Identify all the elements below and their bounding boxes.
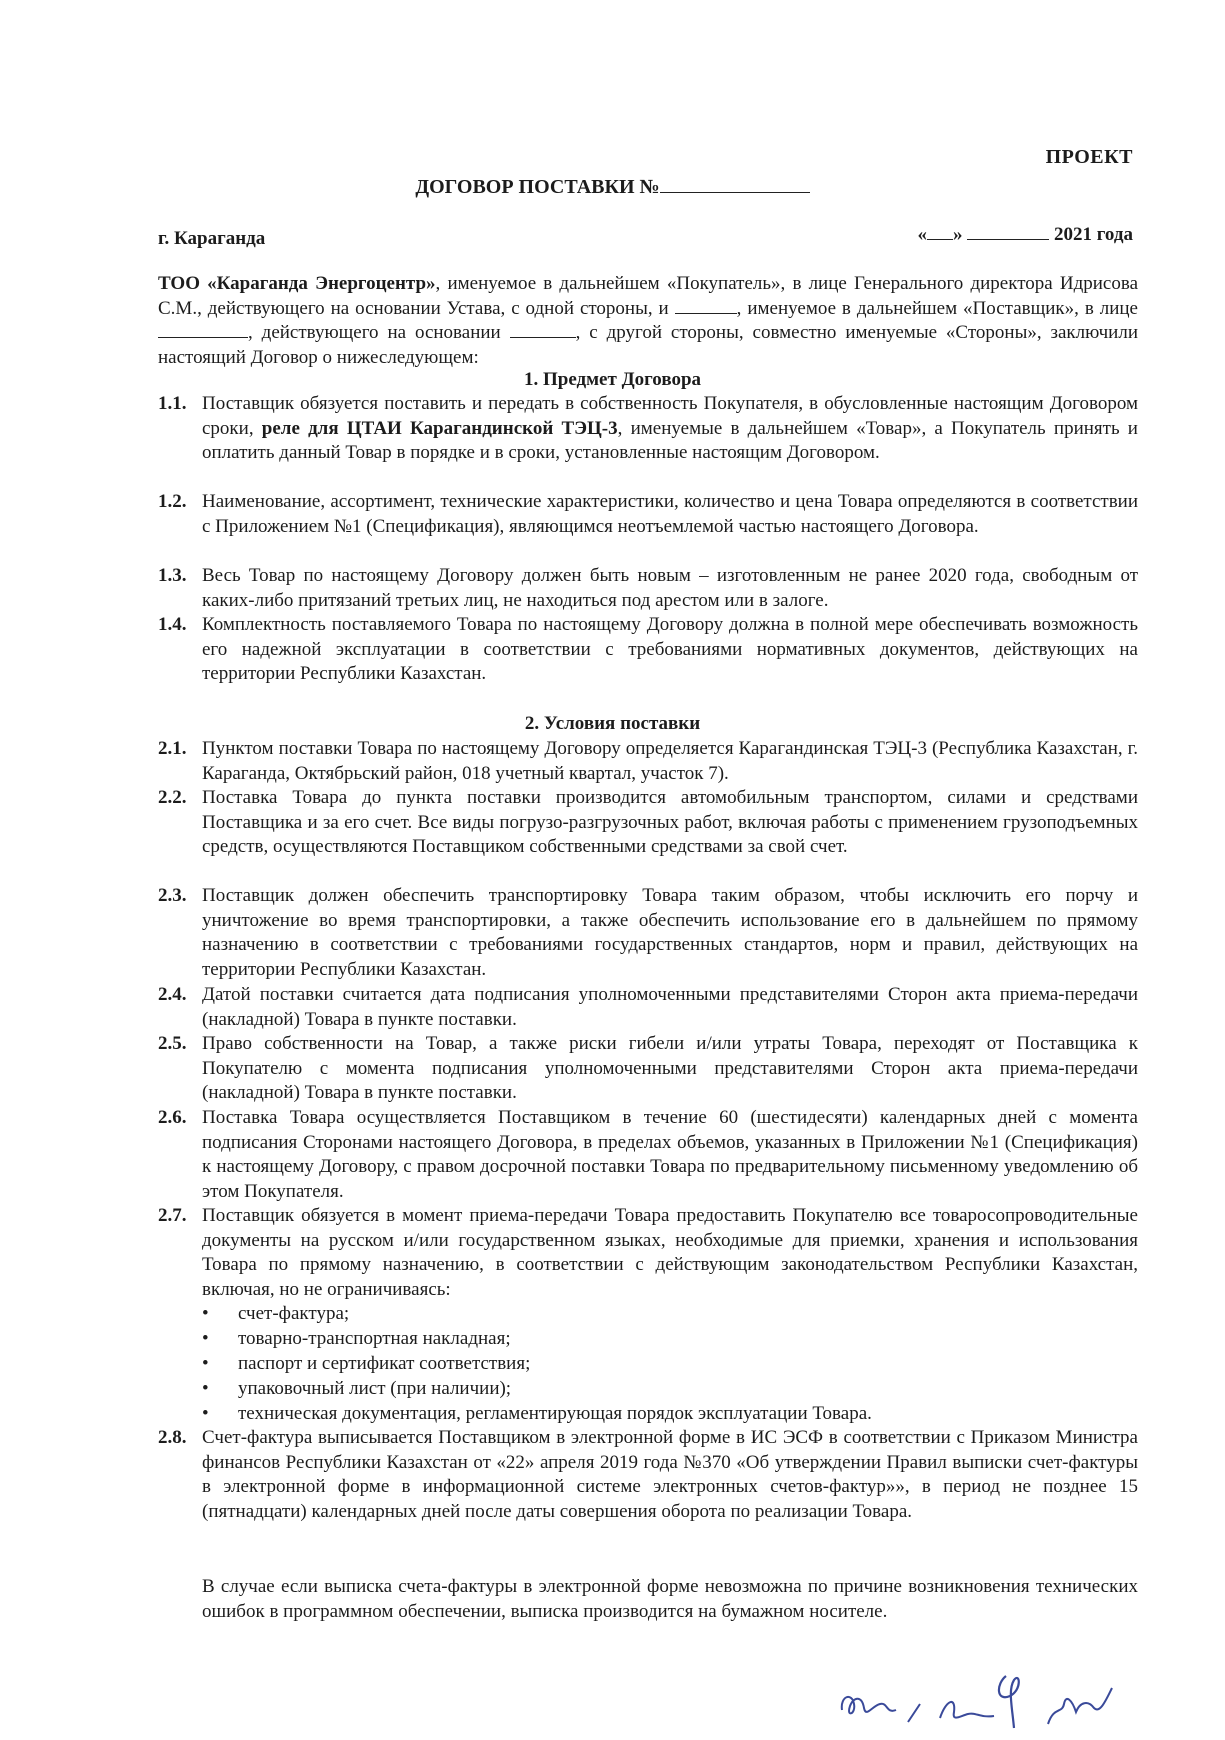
clause-2-2	[158, 786, 1138, 860]
clause-text: Весь Товар по настоящему Договору должен быть новым – изготовленным не ранее 2020 года, свободным от каких-либо притязаний третьих лиц, не находиться под арестом или в залоге.	[202, 565, 1138, 611]
date-quote-open: «	[917, 224, 928, 245]
month-blank	[967, 225, 1049, 240]
list-item	[202, 1302, 349, 1326]
contract-number-blank	[660, 176, 810, 193]
date-year: 2021 года	[1054, 224, 1133, 245]
clause-number: 1.4.	[158, 614, 187, 635]
list-item	[202, 1402, 872, 1426]
buyer-company: ТОО «Караганда Энергоцентр»	[158, 273, 436, 294]
supplier-basis-blank	[510, 323, 576, 338]
clause-2-8-continuation: В случае если выписка счета-фактуры в электронной форме невозможна по причине возникновения технических ошибок в программном обеспечении, выписка производится на бумажном носителе.	[202, 1576, 1138, 1622]
clause-text: Датой поставки считается дата подписания уполномоченными представителями Сторон акта приема-передачи (накладной) Товара в пункте поставки.	[202, 984, 1138, 1030]
list-item	[202, 1377, 511, 1401]
supplier-name-blank	[675, 299, 737, 314]
clause-number: 1.1.	[158, 393, 187, 414]
clause-text: , именуемые в дальнейшем «Товар», а Покупатель принять и оплатить данный Товар в порядке и в сроки, установленные настоящим Договором.	[202, 417, 1138, 463]
clause-number: 2.8.	[158, 1427, 187, 1448]
clause-number: 2.7.	[158, 1205, 187, 1226]
clause-1-4	[158, 613, 1138, 687]
intro-paragraph	[158, 272, 1138, 370]
bullet-icon: •	[202, 1328, 209, 1349]
clause-text: Пунктом поставки Товара по настоящему Договору определяется Карагандинская ТЭЦ-3 (Республика Казахстан, г. Караганда, Октябрьский район, 018 учетный квартал, участок 7).	[202, 738, 1138, 784]
clause-2-4	[158, 983, 1138, 1032]
clause-number: 2.3.	[158, 885, 187, 906]
clause-text: Комплектность поставляемого Товара по настоящему Договору должна в полной мере обеспечивать возможность его надежной эксплуатации в соответствии с требованиями нормативных документов, действующих на территории Республики Казахстан.	[202, 614, 1138, 684]
title-text: ДОГОВОР ПОСТАВКИ №	[415, 176, 660, 198]
clause-text: Право собственности на Товар, а также риски гибели и/или утраты Товара, переходят от Поставщика к Покупателю с момента подписания уполномоченными представителями Сторон акта приема-передачи (накладной) Товара в пункте поставки.	[202, 1033, 1138, 1103]
clause-text: Наименование, ассортимент, технические характеристики, количество и цена Товара определяются в соответствии с Приложением №1 (Спецификация), являющимся неотъемлемой частью настоящего Договора.	[202, 491, 1138, 537]
intro-part-1: , именуемое в дальнейшем «Покупатель», в лице Генерального директора Идрисова С.М., действующего на основании Устава, с одной стороны, и	[158, 273, 1139, 319]
list-item-label: паспорт и сертификат соответствия;	[238, 1353, 531, 1374]
document-title	[0, 176, 1225, 199]
clause-1-2	[158, 490, 1138, 539]
clause-number: 2.2.	[158, 787, 187, 808]
clause-2-8	[158, 1426, 1138, 1524]
bullet-icon: •	[202, 1403, 209, 1424]
clause-text: Поставщик обязуется поставить и передать в собственность Покупателя, в обусловленные настоящим Договором сроки,	[202, 393, 1138, 439]
clause-number: 2.4.	[158, 984, 187, 1005]
list-item-label: товарно-транспортная накладная;	[238, 1328, 511, 1349]
clause-text: Поставка Товара осуществляется Поставщиком в течение 60 (шестидесяти) календарных дней с момента подписания Сторонами настоящего Договора, в пределах объемов, указанных в Приложении №1 (Спецификация) к настоящему Договору, с правом досрочной поставки Товара по предварительному письменному уведомлению об этом Покупателя.	[202, 1107, 1138, 1202]
clause-text: Поставка Товара до пункта поставки производится автомобильным транспортом, силами и средствами Поставщика и за его счет. Все виды погрузо-разгрузочных работ, включая работы с применением грузоподъемных средств, осуществляются Поставщиком собственными средствами за свой счет.	[202, 787, 1138, 857]
clause-number: 2.5.	[158, 1033, 187, 1054]
list-item-label: техническая документация, регламентирующая порядок эксплуатации Товара.	[238, 1403, 872, 1424]
clause-1-3	[158, 564, 1138, 613]
signature-initials	[800, 1666, 1160, 1730]
section-1-title: 1. Предмет Договора	[523, 369, 702, 390]
section-2-title: 2. Условия поставки	[524, 713, 701, 734]
list-item-label: упаковочный лист (при наличии);	[238, 1378, 512, 1399]
clause-subject: реле для ЦТАИ Карагандинской ТЭЦ-3	[261, 417, 618, 439]
city: г. Караганда	[158, 228, 266, 249]
clause-2-7	[158, 1204, 1138, 1302]
clause-1-1	[158, 392, 1138, 466]
clause-number: 1.2.	[158, 491, 187, 512]
intro-part-4: , с другой стороны, совместно именуемые «Стороны», заключили настоящий Договор о нижеследующем:	[158, 322, 1138, 368]
draft-label: ПРОЕКТ	[1045, 146, 1133, 168]
supplier-rep-blank	[158, 323, 248, 338]
clause-2-1	[158, 737, 1138, 786]
list-item-label: счет-фактура;	[238, 1303, 350, 1324]
contract-date	[918, 224, 1133, 246]
bullet-icon: •	[202, 1378, 209, 1399]
clause-2-3	[158, 884, 1138, 982]
list-item	[202, 1352, 530, 1376]
day-blank	[927, 225, 953, 240]
clause-text: Поставщик должен обеспечить транспортировку Товара таким образом, чтобы исключить его порчу и уничтожение во время транспортировки, а также обеспечить использование его в дальнейшем по прямому назначению в соответствии с требованиями государственных стандартов, норм и правил, действующих на территории Республики Казахстан.	[202, 885, 1138, 980]
clause-number: 2.6.	[158, 1107, 187, 1128]
bullet-icon: •	[202, 1303, 209, 1324]
intro-part-2: , именуемое в дальнейшем «Поставщик», в лице	[736, 297, 1138, 319]
list-item	[202, 1327, 511, 1351]
clause-number: 2.1.	[158, 738, 187, 759]
clause-text: Поставщик обязуется в момент приема-передачи Товара предоставить Покупателю все товаросопроводительные документы на русском и/или государственном языках, необходимые для приемки, хранения и использования Товара по прямому назначению, в соответствии с действующим законодательством Республики Казахстан, включая, но не ограничиваясь:	[202, 1205, 1138, 1300]
clause-text: Счет-фактура выписывается Поставщиком в электронной форме в ИС ЭСФ в соответствии с Приказом Министра финансов Республики Казахстан от «22» апреля 2019 года №370 «Об утверждении Правил выписки счет-фактуры в электронной форме в информационной системе электронных счетов-фактур»», в период не позднее 15 (пятнадцати) календарных дней после даты совершения оборота по реализации Товара.	[202, 1427, 1138, 1522]
intro-part-3: , действующего на основании	[248, 322, 510, 343]
clause-2-6	[158, 1106, 1138, 1204]
clause-number: 1.3.	[158, 565, 187, 586]
bullet-icon: •	[202, 1353, 209, 1374]
clause-2-5	[158, 1032, 1138, 1106]
date-quote-close: »	[953, 224, 963, 245]
